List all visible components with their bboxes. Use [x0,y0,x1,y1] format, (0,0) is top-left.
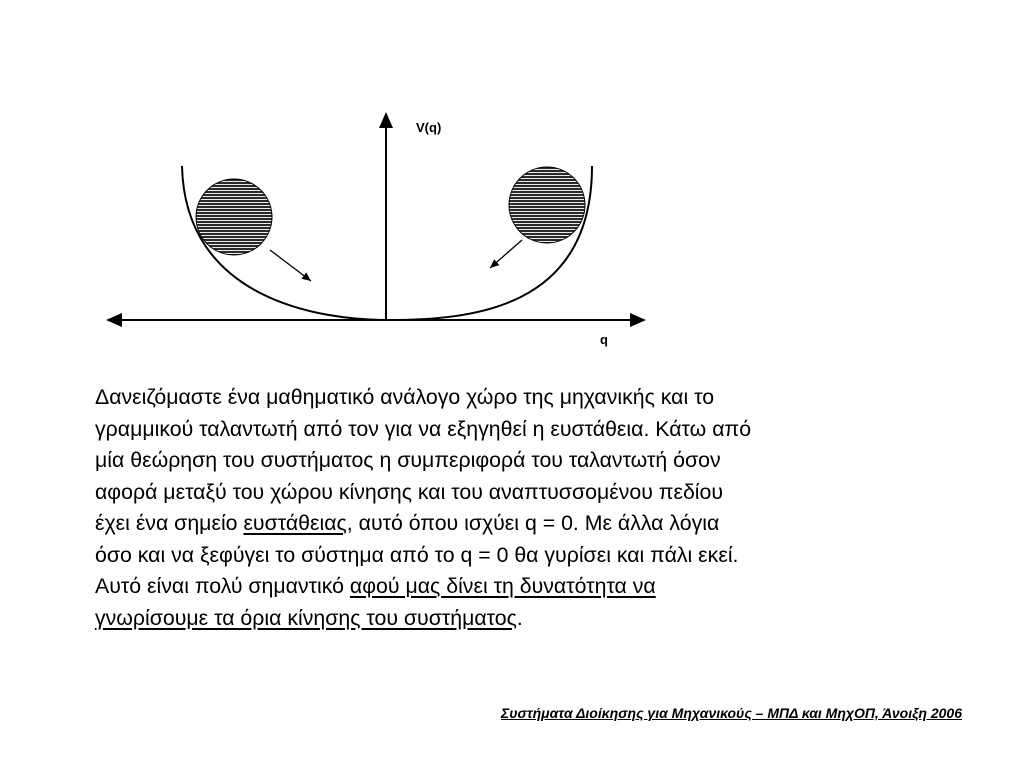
paragraph-line-2: γραμμικού ταλαντωτή από τον για να εξηγηθεί η ευστάθεια. Κάτω από [95,416,752,441]
slide-footer: Συστήματα Διοίκησης για Μηχανικούς – ΜΠΔ και ΜηχΟΠ, Άνοιξη 2006 [501,705,962,721]
explanation-paragraph [95,382,895,634]
right-ball [509,167,585,243]
paragraph-line-5 [95,508,895,540]
paragraph-line-6: όσο και να ξεφύγει το σύστημα από το q = 0 θα γυρίσει και πάλι εκεί. [95,542,739,567]
paragraph-line-7 [95,571,895,603]
paragraph-line-3: μία θεώρηση του συστήματος η συμπεριφορά του ταλαντωτή όσον [95,448,721,472]
q-axis-label: q [600,332,608,347]
line8-underlined-text: γνωρίσουμε τα όρια κίνησης του συστήματος [95,605,517,630]
line8-text-after: . [516,605,523,630]
line7-text-before: Αυτό είναι πολύ σημαντικό [95,574,350,598]
left-ball [196,179,272,255]
line7-underlined-text: αφού μας δίνει τη δυνατότητα να [349,574,656,598]
stability-term: ευστάθειας [243,511,347,535]
potential-well-diagram [0,0,1024,370]
paragraph-line-8 [95,603,895,635]
v-axis [379,112,393,320]
paragraph-line-4: αφορά μεταξύ του χώρου κίνησης και του αναπτυσσομένου πεδίου [95,479,724,504]
right-force-arrow [490,240,522,268]
line5-text-before: έχει ένα σημείο [95,511,244,535]
v-axis-label: V(q) [416,120,442,135]
left-force-arrow [270,250,311,281]
paragraph-line-1: Δανειζόμαστε ένα μαθηματικό ανάλογο χώρο της μηχανικής και το [95,385,715,409]
line5-text-after: , αυτό όπου ισχύει q = 0. Με άλλα λόγια [346,511,720,535]
